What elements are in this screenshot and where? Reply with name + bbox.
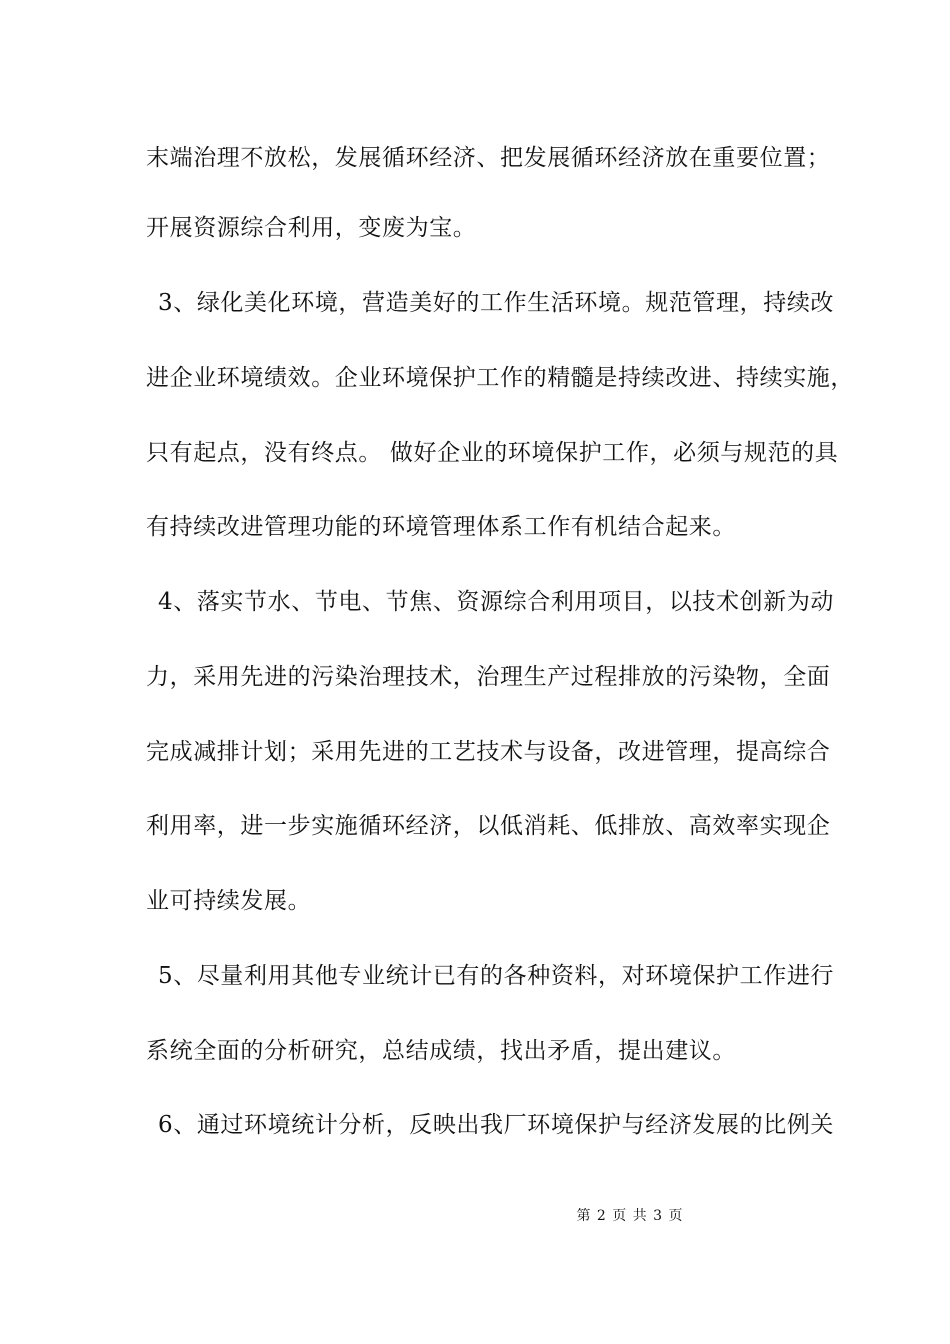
page-number: 第 2 页 共 3 页 (576, 1208, 684, 1224)
text-line-7: 4、落实节水、节电、节焦、资源综合利用项目，以技术创新为动 (158, 589, 835, 615)
text-line-13: 系统全面的分析研究，总结成绩，找出矛盾，提出建议。 (146, 1038, 736, 1064)
text-line-10: 利用率，进一步实施循环经济，以低消耗、低排放、高效率实现企 (146, 813, 831, 839)
text-line-2: 开展资源综合利用，变废为宝。 (146, 215, 477, 241)
text-line-12: 5、尽量利用其他专业统计已有的各种资料，对环境保护工作进行 (158, 963, 835, 989)
text-line-4: 进企业环境绩效。企业环境保护工作的精髓是持续改进、持续实施， (146, 365, 854, 391)
text-line-3: 3、绿化美化环境，营造美好的工作生活环境。规范管理，持续改 (158, 290, 835, 316)
text-line-1: 末端治理不放松，发展循环经济、把发展循环经济放在重要位置； (146, 145, 831, 171)
text-line-6: 有持续改进管理功能的环境管理体系工作有机结合起来。 (146, 514, 736, 540)
text-line-14: 6、通过环境统计分析，反映出我厂环境保护与经济发展的比例关 (158, 1112, 835, 1138)
page-footer (0, 1207, 950, 1225)
text-line-9: 完成减排计划；采用先进的工艺技术与设备，改进管理，提高综合 (146, 739, 831, 765)
text-line-8: 力，采用先进的污染治理技术，治理生产过程排放的污染物，全面 (146, 664, 831, 690)
text-line-5: 只有起点，没有终点。 做好企业的环境保护工作，必须与规范的具 (146, 440, 839, 466)
text-line-11: 业可持续发展。 (146, 888, 312, 914)
